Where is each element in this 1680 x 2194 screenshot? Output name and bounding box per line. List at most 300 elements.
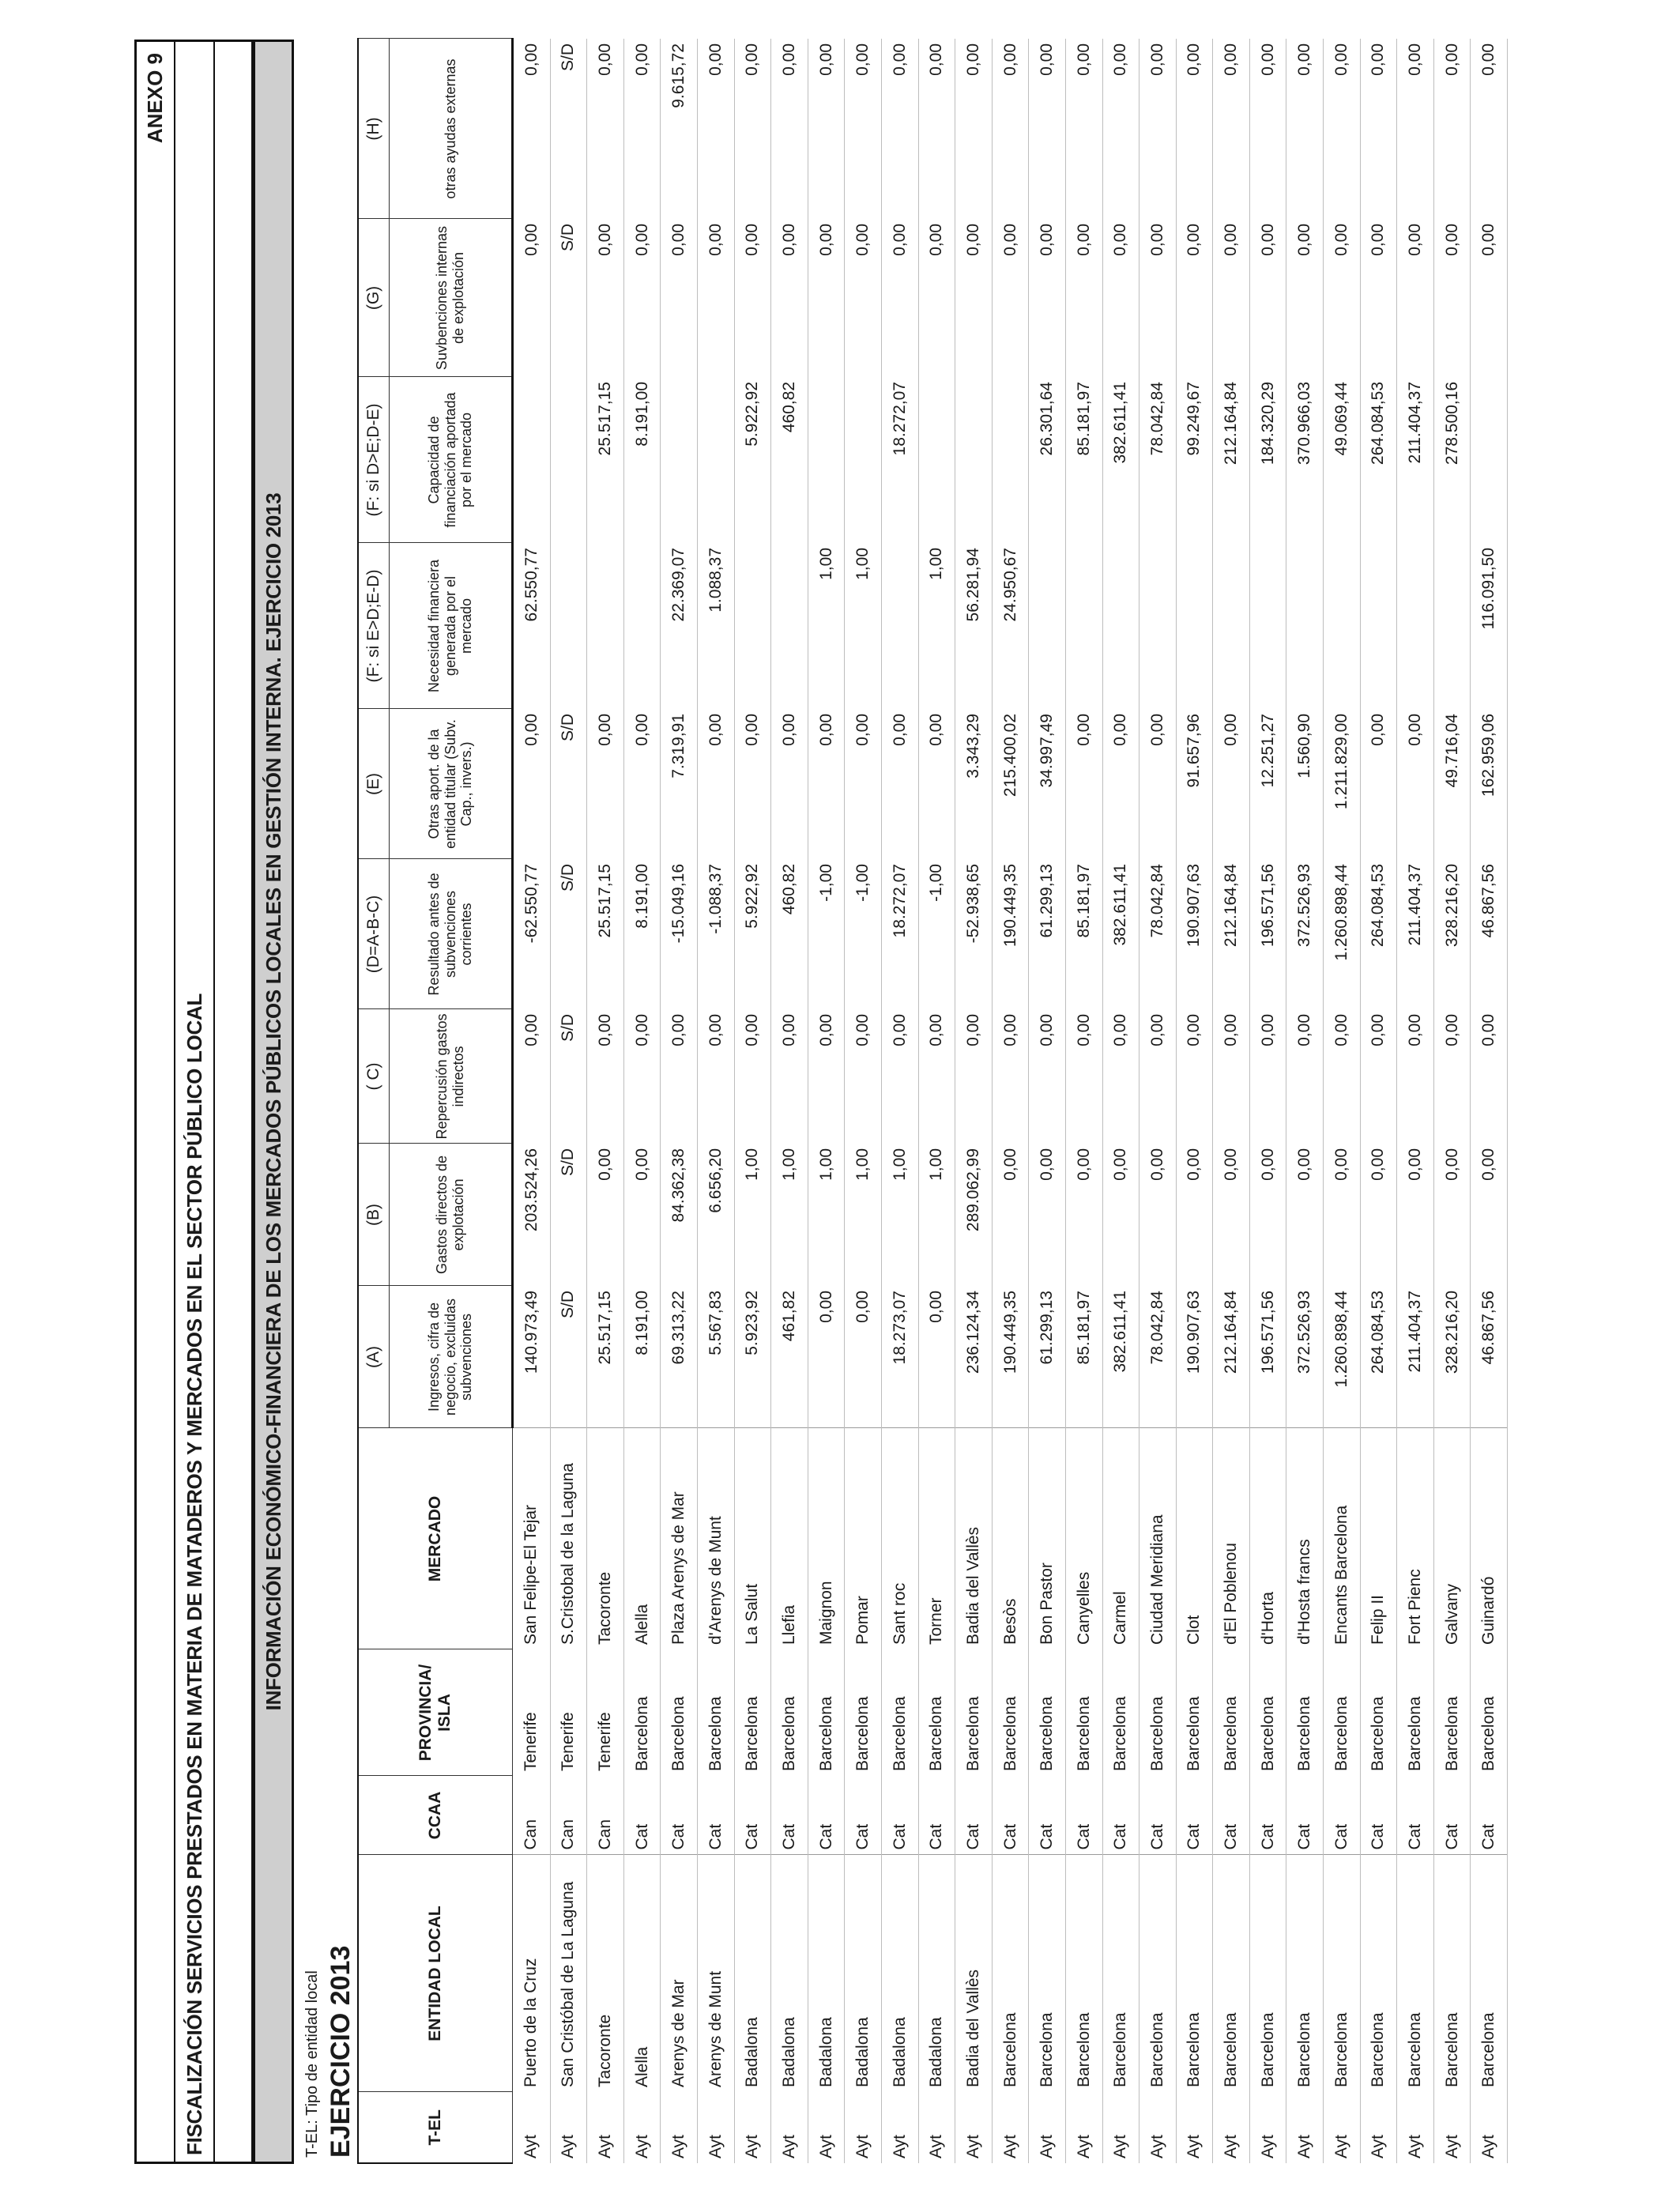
cell-g: 0,00 [1471, 219, 1508, 377]
cell-g: 0,00 [587, 219, 624, 377]
cell-g: 0,00 [623, 219, 661, 377]
table-row [734, 39, 771, 2163]
cell-b: 0,00 [623, 1144, 661, 1286]
cell-mercado: San Felipe-El Tejar [513, 1428, 551, 1649]
cell-f1: 22.369,07 [661, 543, 698, 709]
cell-b: 1,00 [771, 1144, 808, 1286]
cell-tel: Ayt [1397, 2092, 1434, 2163]
cell-f2 [1471, 377, 1508, 543]
cell-tel: Ayt [1213, 2092, 1250, 2163]
cell-a: 461,82 [771, 1286, 808, 1428]
cell-b: 84.362,38 [661, 1144, 698, 1286]
cell-c: 0,00 [697, 1009, 734, 1144]
cell-d: 61.299,13 [1029, 859, 1066, 1009]
cell-d: 1.260.898,44 [1324, 859, 1361, 1009]
cell-provincia: Barcelona [808, 1649, 845, 1776]
cell-c: 0,00 [1213, 1009, 1250, 1144]
th-b-letter: (B) [358, 1144, 390, 1286]
cell-tel: Ayt [623, 2092, 661, 2163]
cell-g: 0,00 [808, 219, 845, 377]
cell-tel: Ayt [1139, 2092, 1177, 2163]
cell-c: 0,00 [992, 1009, 1029, 1144]
cell-b: 6.656,20 [697, 1144, 734, 1286]
cell-tel: Ayt [1360, 2092, 1397, 2163]
cell-mercado: Fort Pienc [1397, 1428, 1434, 1649]
cell-f1 [1433, 543, 1471, 709]
cell-b: 0,00 [587, 1144, 624, 1286]
cell-tel: Ayt [845, 2092, 882, 2163]
section-title-bar [253, 40, 294, 2164]
cell-h: 0,00 [734, 39, 771, 219]
cell-h: 0,00 [623, 39, 661, 219]
cell-f2 [550, 377, 587, 543]
cell-c: 0,00 [1176, 1009, 1213, 1144]
cell-h: 9.615,72 [661, 39, 698, 219]
cell-a: 85.181,97 [1065, 1286, 1102, 1428]
cell-mercado: Clot [1176, 1428, 1213, 1649]
cell-ccaa: Can [587, 1776, 624, 1855]
cell-f1: 24.950,67 [992, 543, 1029, 709]
cell-provincia: Barcelona [1176, 1649, 1213, 1776]
cell-ccaa: Cat [808, 1776, 845, 1855]
cell-ccaa: Cat [1249, 1776, 1286, 1855]
cell-a: 140.973,49 [513, 1286, 551, 1428]
cell-entidad: Arenys de Munt [697, 1855, 734, 2092]
cell-e: S/D [550, 709, 587, 859]
cell-entidad: Badalona [845, 1855, 882, 2092]
cell-f2: 85.181,97 [1065, 377, 1102, 543]
cell-f2: 264.084,53 [1360, 377, 1397, 543]
exercise-heading: EJERCICIO 2013 [326, 1945, 356, 2158]
cell-g: 0,00 [661, 219, 698, 377]
cell-mercado: Alella [623, 1428, 661, 1649]
cell-d: 78.042,84 [1139, 859, 1177, 1009]
cell-provincia: Barcelona [771, 1649, 808, 1776]
cell-tel: Ayt [1102, 2092, 1139, 2163]
cell-b: 0,00 [1213, 1144, 1250, 1286]
cell-b: 1,00 [845, 1144, 882, 1286]
cell-h: 0,00 [1102, 39, 1139, 219]
cell-f1 [1102, 543, 1139, 709]
cell-a: 328.216,20 [1433, 1286, 1471, 1428]
cell-ccaa: Cat [1102, 1776, 1139, 1855]
cell-tel: Ayt [697, 2092, 734, 2163]
cell-provincia: Barcelona [1029, 1649, 1066, 1776]
cell-provincia: Tenerife [587, 1649, 624, 1776]
table-row [550, 39, 587, 2163]
cell-f2: 184.320,29 [1249, 377, 1286, 543]
cell-d: 46.867,56 [1471, 859, 1508, 1009]
cell-mercado: d'Arenys de Munt [697, 1428, 734, 1649]
cell-f2: 8.191,00 [623, 377, 661, 543]
cell-f1: 1,00 [845, 543, 882, 709]
cell-mercado: Llefia [771, 1428, 808, 1649]
cell-c: 0,00 [771, 1009, 808, 1144]
cell-a: 211.404,37 [1397, 1286, 1434, 1428]
cell-ccaa: Cat [955, 1776, 993, 1855]
cell-provincia: Barcelona [1397, 1649, 1434, 1776]
cell-f1 [550, 543, 587, 709]
cell-e: 0,00 [734, 709, 771, 859]
cell-provincia: Barcelona [1102, 1649, 1139, 1776]
cell-h: 0,00 [1471, 39, 1508, 219]
cell-b: 0,00 [1139, 1144, 1177, 1286]
cell-entidad: Barcelona [992, 1855, 1029, 2092]
cell-d: 190.449,35 [992, 859, 1029, 1009]
cell-a: 382.611,41 [1102, 1286, 1139, 1428]
cell-b: 0,00 [1471, 1144, 1508, 1286]
th-e-label: Otras aport. de la entidad titular (Subv. Cap., invers.) [390, 709, 513, 859]
table-row [1213, 39, 1250, 2163]
table-body [513, 39, 1508, 2163]
cell-g: 0,00 [1139, 219, 1177, 377]
cell-mercado: d'El Poblenou [1213, 1428, 1250, 1649]
cell-c: 0,00 [1139, 1009, 1177, 1144]
cell-a: 8.191,00 [623, 1286, 661, 1428]
cell-b: 1,00 [918, 1144, 955, 1286]
cell-a: 264.084,53 [1360, 1286, 1397, 1428]
cell-mercado: d'Horta [1249, 1428, 1286, 1649]
cell-f1: 116.091,50 [1471, 543, 1508, 709]
cell-c: 0,00 [1029, 1009, 1066, 1144]
cell-f2: 382.611,41 [1102, 377, 1139, 543]
cell-c: 0,00 [918, 1009, 955, 1144]
cell-e: 7.319,91 [661, 709, 698, 859]
th-g-label: Suvbenciones internas de explotación [390, 219, 513, 377]
cell-entidad: Barcelona [1471, 1855, 1508, 2092]
cell-a: 372.526,93 [1286, 1286, 1324, 1428]
cell-f2 [918, 377, 955, 543]
report-title: FISCALIZACIÓN SERVICIOS PRESTADOS EN MATERIA DE MATADEROS Y MERCADOS EN EL SECTOR PÚBLICO LOCAL [182, 993, 206, 2155]
cell-b: 0,00 [1029, 1144, 1066, 1286]
notes-area [294, 40, 357, 2164]
cell-mercado: d'Hosta francs [1286, 1428, 1324, 1649]
cell-e: 0,00 [1397, 709, 1434, 859]
table-row [1249, 39, 1286, 2163]
th-mercado: MERCADO [358, 1428, 513, 1649]
cell-entidad: Alella [623, 1855, 661, 2092]
cell-h: 0,00 [1433, 39, 1471, 219]
cell-entidad: Badalona [808, 1855, 845, 2092]
cell-mercado: Badia del Vallès [955, 1428, 993, 1649]
cell-c: 0,00 [1249, 1009, 1286, 1144]
cell-e: 0,00 [1065, 709, 1102, 859]
cell-mercado: Maignon [808, 1428, 845, 1649]
cell-f2: 99.249,67 [1176, 377, 1213, 543]
cell-provincia: Barcelona [1433, 1649, 1471, 1776]
cell-f2: 211.404,37 [1397, 377, 1434, 543]
cell-a: 5.923,92 [734, 1286, 771, 1428]
cell-f2 [661, 377, 698, 543]
th-h-label: otras ayudas externas [390, 39, 513, 219]
cell-entidad: Badalona [771, 1855, 808, 2092]
cell-ccaa: Cat [771, 1776, 808, 1855]
cell-ccaa: Can [550, 1776, 587, 1855]
cell-e: 49.716,04 [1433, 709, 1471, 859]
cell-d: -52.938,65 [955, 859, 993, 1009]
cell-provincia: Barcelona [845, 1649, 882, 1776]
th-b-label: Gastos directos de explotación [390, 1144, 513, 1286]
cell-g: 0,00 [881, 219, 918, 377]
cell-f1: 1,00 [808, 543, 845, 709]
cell-f1 [1139, 543, 1177, 709]
cell-f2 [992, 377, 1029, 543]
cell-b: 0,00 [1249, 1144, 1286, 1286]
cell-f2: 49.069,44 [1324, 377, 1361, 543]
cell-h: 0,00 [1397, 39, 1434, 219]
cell-e: 0,00 [1213, 709, 1250, 859]
cell-g: 0,00 [1065, 219, 1102, 377]
cell-f2: 370.966,03 [1286, 377, 1324, 543]
cell-ccaa: Cat [992, 1776, 1029, 1855]
cell-d: 25.517,15 [587, 859, 624, 1009]
cell-f1 [1065, 543, 1102, 709]
cell-f1 [1360, 543, 1397, 709]
cell-h: 0,00 [587, 39, 624, 219]
cell-f2: 460,82 [771, 377, 808, 543]
cell-tel: Ayt [661, 2092, 698, 2163]
cell-g: 0,00 [992, 219, 1029, 377]
table-row [1286, 39, 1324, 2163]
cell-entidad: Barcelona [1213, 1855, 1250, 2092]
rotated-page [134, 40, 1604, 2164]
cell-ccaa: Cat [1360, 1776, 1397, 1855]
cell-entidad: Barcelona [1176, 1855, 1213, 2092]
cell-g: 0,00 [1397, 219, 1434, 377]
cell-d: 196.571,56 [1249, 859, 1286, 1009]
cell-e: 1.211.829,00 [1324, 709, 1361, 859]
cell-e: 0,00 [845, 709, 882, 859]
cell-f1: 56.281,94 [955, 543, 993, 709]
cell-a: 190.907,63 [1176, 1286, 1213, 1428]
cell-e: 215.400,02 [992, 709, 1029, 859]
table-row [992, 39, 1029, 2163]
cell-tel: Ayt [1249, 2092, 1286, 2163]
table-row [513, 39, 551, 2163]
table-row [955, 39, 993, 2163]
th-f2-letter: (F: si D>E;D-E) [358, 377, 390, 543]
cell-entidad: Badalona [881, 1855, 918, 2092]
cell-h: 0,00 [513, 39, 551, 219]
cell-f1 [1286, 543, 1324, 709]
cell-b: 0,00 [1324, 1144, 1361, 1286]
cell-h: 0,00 [1176, 39, 1213, 219]
cell-d: 372.526,93 [1286, 859, 1324, 1009]
th-f2-label: Capacidad de financiación aportada por el mercado [390, 377, 513, 543]
cell-b: 0,00 [1065, 1144, 1102, 1286]
cell-tel: Ayt [1029, 2092, 1066, 2163]
cell-entidad: Barcelona [1249, 1855, 1286, 2092]
cell-f1 [1176, 543, 1213, 709]
cell-entidad: Badalona [918, 1855, 955, 2092]
cell-mercado: Ciudad Meridiana [1139, 1428, 1177, 1649]
cell-f2 [513, 377, 551, 543]
cell-provincia: Barcelona [992, 1649, 1029, 1776]
cell-tel: Ayt [1471, 2092, 1508, 2163]
cell-a: 78.042,84 [1139, 1286, 1177, 1428]
cell-a: 190.449,35 [992, 1286, 1029, 1428]
cell-d: 8.191,00 [623, 859, 661, 1009]
cell-a: 61.299,13 [1029, 1286, 1066, 1428]
cell-tel: Ayt [1433, 2092, 1471, 2163]
cell-e: 34.997,49 [1029, 709, 1066, 859]
cell-mercado: Encants Barcelona [1324, 1428, 1361, 1649]
cell-ccaa: Cat [918, 1776, 955, 1855]
section-title: INFORMACIÓN ECONÓMICO-FINANCIERA DE LOS MERCADOS PÚBLICOS LOCALES EN GESTIÓN INTERNA. EJERCICIO 2013 [261, 492, 285, 1711]
cell-e: 0,00 [1360, 709, 1397, 859]
cell-a: 5.567,83 [697, 1286, 734, 1428]
cell-h: 0,00 [1213, 39, 1250, 219]
cell-d: 212.164,84 [1213, 859, 1250, 1009]
cell-h: 0,00 [881, 39, 918, 219]
cell-entidad: Barcelona [1324, 1855, 1361, 2092]
cell-f1 [771, 543, 808, 709]
cell-ccaa: Cat [623, 1776, 661, 1855]
cell-mercado: Guinardó [1471, 1428, 1508, 1649]
cell-c: 0,00 [808, 1009, 845, 1144]
cell-f2 [697, 377, 734, 543]
cell-provincia: Tenerife [550, 1649, 587, 1776]
cell-h: 0,00 [1029, 39, 1066, 219]
cell-f2: 18.272,07 [881, 377, 918, 543]
cell-c: 0,00 [1065, 1009, 1102, 1144]
table-row [845, 39, 882, 2163]
cell-tel: Ayt [734, 2092, 771, 2163]
blank-row [215, 40, 253, 2164]
cell-h: 0,00 [1249, 39, 1286, 219]
cell-tel: Ayt [513, 2092, 551, 2163]
cell-f2 [845, 377, 882, 543]
cell-tel: Ayt [1065, 2092, 1102, 2163]
cell-provincia: Barcelona [734, 1649, 771, 1776]
cell-e: 0,00 [918, 709, 955, 859]
cell-ccaa: Cat [1433, 1776, 1471, 1855]
cell-f1 [587, 543, 624, 709]
cell-tel: Ayt [881, 2092, 918, 2163]
cell-entidad: Barcelona [1286, 1855, 1324, 2092]
cell-g: 0,00 [513, 219, 551, 377]
cell-h: S/D [550, 39, 587, 219]
cell-d: 328.216,20 [1433, 859, 1471, 1009]
table-row [1139, 39, 1177, 2163]
th-a-label: Ingresos, cifra de negocio, excluidas subvenciones [390, 1286, 513, 1428]
cell-e: 1.560,90 [1286, 709, 1324, 859]
cell-g: 0,00 [1360, 219, 1397, 377]
cell-c: 0,00 [1286, 1009, 1324, 1144]
cell-a: 18.273,07 [881, 1286, 918, 1428]
table-row [661, 39, 698, 2163]
cell-d: 460,82 [771, 859, 808, 1009]
cell-entidad: Tacoronte [587, 1855, 624, 2092]
cell-g: 0,00 [1324, 219, 1361, 377]
cell-g: 0,00 [1029, 219, 1066, 377]
cell-provincia: Barcelona [1471, 1649, 1508, 1776]
cell-b: 0,00 [1286, 1144, 1324, 1286]
cell-b: 0,00 [1102, 1144, 1139, 1286]
cell-entidad: Barcelona [1029, 1855, 1066, 2092]
cell-mercado: Galvany [1433, 1428, 1471, 1649]
th-a-letter: (A) [358, 1286, 390, 1428]
cell-entidad: San Cristóbal de La Laguna [550, 1855, 587, 2092]
cell-mercado: Plaza Arenys de Mar [661, 1428, 698, 1649]
cell-e: 12.251,27 [1249, 709, 1286, 859]
cell-h: 0,00 [1139, 39, 1177, 219]
cell-f2: 25.517,15 [587, 377, 624, 543]
th-h-letter: (H) [358, 39, 390, 219]
cell-tel: Ayt [918, 2092, 955, 2163]
cell-mercado: Sant roc [881, 1428, 918, 1649]
cell-tel: Ayt [992, 2092, 1029, 2163]
cell-c: 0,00 [734, 1009, 771, 1144]
cell-g: 0,00 [1286, 219, 1324, 377]
cell-d: -15.049,16 [661, 859, 698, 1009]
cell-ccaa: Cat [1324, 1776, 1361, 1855]
cell-f1: 1,00 [918, 543, 955, 709]
cell-c: S/D [550, 1009, 587, 1144]
table-row [1433, 39, 1471, 2163]
cell-e: 0,00 [697, 709, 734, 859]
cell-provincia: Barcelona [1286, 1649, 1324, 1776]
cell-ccaa: Cat [1213, 1776, 1250, 1855]
cell-c: 0,00 [661, 1009, 698, 1144]
table-row [1176, 39, 1213, 2163]
cell-d: -1.088,37 [697, 859, 734, 1009]
cell-d: -1,00 [808, 859, 845, 1009]
cell-d: 211.404,37 [1397, 859, 1434, 1009]
cell-e: 0,00 [587, 709, 624, 859]
cell-d: 264.084,53 [1360, 859, 1397, 1009]
cell-f1 [623, 543, 661, 709]
cell-h: 0,00 [992, 39, 1029, 219]
cell-e: 0,00 [623, 709, 661, 859]
cell-a: 236.124,34 [955, 1286, 993, 1428]
cell-f2: 26.301,64 [1029, 377, 1066, 543]
cell-e: 0,00 [1102, 709, 1139, 859]
cell-mercado: La Salut [734, 1428, 771, 1649]
cell-g: 0,00 [1102, 219, 1139, 377]
cell-c: 0,00 [1397, 1009, 1434, 1144]
cell-mercado: Bon Pastor [1029, 1428, 1066, 1649]
cell-provincia: Barcelona [918, 1649, 955, 1776]
cell-g: 0,00 [955, 219, 993, 377]
cell-f1 [1249, 543, 1286, 709]
cell-entidad: Badalona [734, 1855, 771, 2092]
th-d-letter: (D=A-B-C) [358, 859, 390, 1009]
table-row [1029, 39, 1066, 2163]
cell-a: 212.164,84 [1213, 1286, 1250, 1428]
cell-a: 1.260.898,44 [1324, 1286, 1361, 1428]
cell-f2: 78.042,84 [1139, 377, 1177, 543]
cell-ccaa: Cat [1397, 1776, 1434, 1855]
cell-ccaa: Cat [1286, 1776, 1324, 1855]
cell-provincia: Barcelona [1249, 1649, 1286, 1776]
cell-a: 46.867,56 [1471, 1286, 1508, 1428]
cell-f2 [955, 377, 993, 543]
table-row [771, 39, 808, 2163]
th-c-letter: ( C) [358, 1009, 390, 1144]
cell-ccaa: Cat [661, 1776, 698, 1855]
cell-f1: 62.550,77 [513, 543, 551, 709]
cell-mercado: Felip II [1360, 1428, 1397, 1649]
th-provincia: PROVINCIA/ ISLA [358, 1649, 513, 1776]
cell-g: 0,00 [697, 219, 734, 377]
cell-h: 0,00 [918, 39, 955, 219]
cell-h: 0,00 [1324, 39, 1361, 219]
cell-provincia: Barcelona [1360, 1649, 1397, 1776]
table-row [697, 39, 734, 2163]
cell-f1 [1397, 543, 1434, 709]
cell-g: 0,00 [918, 219, 955, 377]
